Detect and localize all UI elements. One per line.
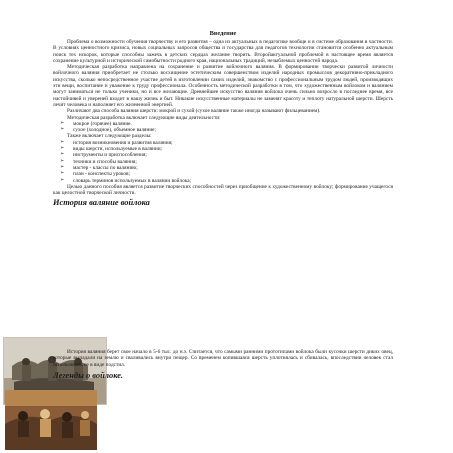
- list-item: ➢ техники и способы валяния;: [60, 158, 137, 165]
- intro-paragraph-3: Различают два способа валяния шерсти: мокрой и сухой (сухое валяние также иногда называют фильцеванием).: [67, 108, 321, 115]
- bullet-arrow-icon: ➢: [60, 120, 65, 126]
- intro-paragraph-2: Методическая разработка направлена на сохранение и развитие войлочного валяния. В формировании творчески развитой личности войлочного валяния приобретает не столько восхищение эстетическим совершенством изделий народных промыслов декоративно-прикладного искусства, сколько непосредственное участие детей в изготовлении самих изделий, знакомство с профессиональным трудом людей, производящих эти вещи, воспитание и уважение к труду профессионала. Особенность методической разработки в том, что художественным войлоком и валянием могут заниматься не только ученики, но и все желающие. Древнейшее искусство валяния войлока очень сильно возросло в последнее время, все настойчивей и увереней входит в нашу жизнь и быт. Никакие искусственные материалы не заменят красоту и теплоту натуральной шерсти. Шерсть лечит человека и наполняет его жизненной энергией.: [53, 64, 393, 108]
- list-item: ➢ история возникновения и развития валяния;: [60, 139, 173, 146]
- legend-painting: [5, 390, 97, 450]
- document-page: [53, 30, 393, 207]
- list-item: ➢ сухое (холодное), объемное валяние;: [60, 127, 156, 134]
- intro-paragraph-1: Проблема о возможности обучения творчеству и его развития – одна из актуальных в педагогике вообще и в системе образования в частности. В условиях ценностного кризиса, новых социальных запросов общества и государства для педагогов технологии становится особенно актуальным поиск тех искорок, которые способны зажечь в детских сердцах желание творить. Второйактуальной проблемой в настоящее время является сохранение культурной и исторической самобытности родного края, национальных традиций, незыблемых ценностей народа.: [53, 39, 393, 64]
- history-paragraph: История валяния берет свое начало в 5-6 тыс. до н.э. Считается, что самыми ранними прототипами войлока были кусочки шерсти диких овец, которые выпадали на землю и сваливались внутри пещер. Со временем копившаяся шерсть уплотнялась и сбивалась, впоследствии человек стал использовать ее в виде подстил.: [53, 349, 393, 368]
- legends-heading: Легенды о войлоке.: [53, 370, 124, 380]
- sections-list: [53, 140, 393, 184]
- list-item: ➢ инструменты и приспособления;: [60, 152, 147, 159]
- list-item: ➢ план - конспекты уроков;: [60, 171, 130, 178]
- bullet-arrow-icon: ➢: [60, 164, 65, 170]
- history-section: [53, 337, 393, 380]
- page-title: Введение: [209, 30, 237, 37]
- bullet-arrow-icon: ➢: [60, 152, 65, 158]
- list-item: ➢ виды шерсти, используемые в валянии;: [60, 146, 163, 153]
- sections-intro: Также включает следующие разделы:: [67, 133, 152, 140]
- bullet-arrow-icon: ➢: [60, 177, 65, 183]
- list-item: ➢ словарь терминов используемых в валянии войлока;: [60, 177, 192, 184]
- history-heading: История валяние войлока: [53, 198, 150, 208]
- bullet-arrow-icon: ➢: [60, 158, 65, 164]
- goal-paragraph: Целью данного пособия является развитие творческих способностей через приобщение к художественному войлоку; формирование учащегося как целостной творческой личности.: [53, 183, 393, 197]
- list-item: ➢ мокрое (горячее) валяние.: [60, 120, 132, 127]
- bullet-arrow-icon: ➢: [60, 171, 65, 177]
- list-item: ➢ мастер - классы по валянию;: [60, 164, 138, 171]
- bullet-arrow-icon: ➢: [60, 139, 65, 145]
- intro-paragraph-4: Методическая разработка включает следующие виды деятельности:: [67, 114, 221, 121]
- legend-painting-illustration: [5, 390, 97, 450]
- bullet-arrow-icon: ➢: [60, 127, 65, 133]
- activities-list: [53, 121, 393, 134]
- bullet-arrow-icon: ➢: [60, 146, 65, 152]
